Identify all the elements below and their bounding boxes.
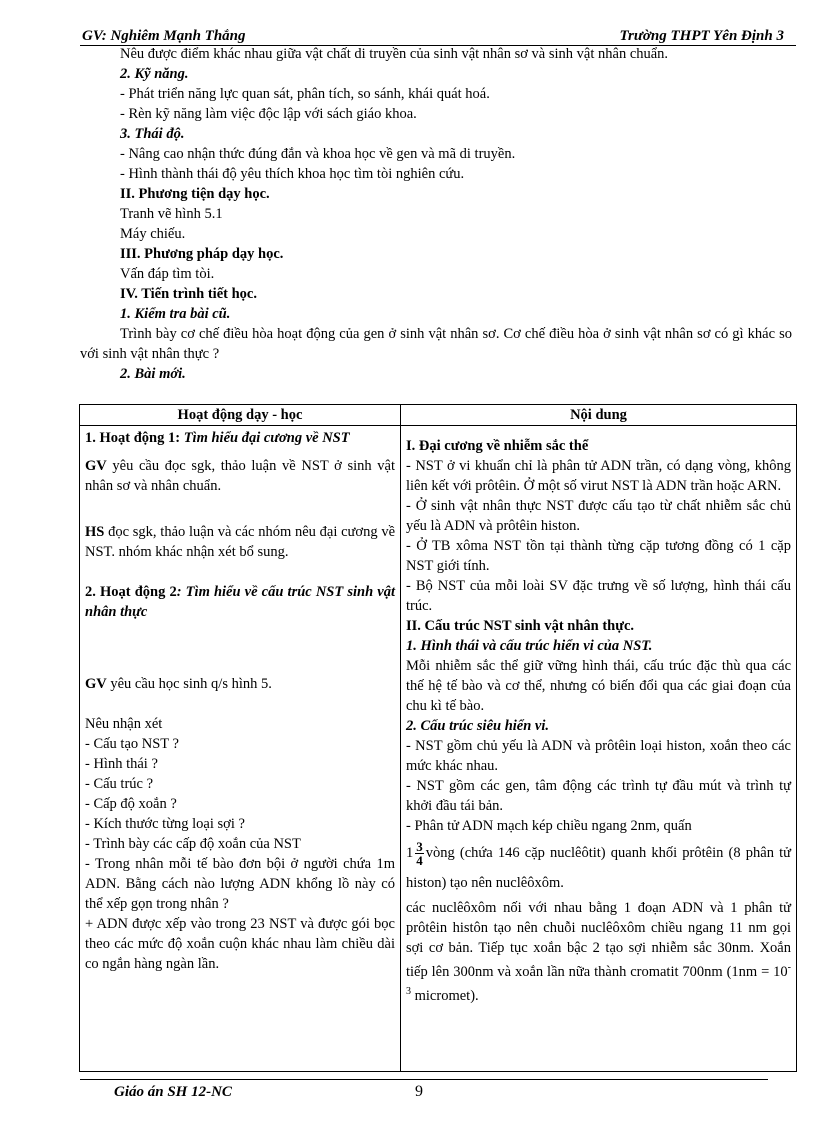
means-heading: II. Phương tiện dạy học.	[120, 186, 270, 202]
skill-item: - Rèn kỹ năng làm việc độc lập với sách giáo khoa.	[120, 106, 417, 122]
dna-wrap	[406, 838, 791, 898]
col-header-content: Nội dung	[401, 405, 797, 426]
new-lesson-heading: 2. Bài mới.	[120, 366, 186, 382]
content-item: các nuclêôxôm nối với nhau bằng 1 đoạn ADN và 1 phân tử prôtêin histôn tạo nên chuỗi nuclêôxôm chiều ngang 11 nm gọi sợi cơ bản. Tiếp tục xoắn bậc 2 tạo sợi nhiễm sắc 30nm. Xoắn tiếp lên 300nm và xoắn lần nữa thành cromatit 700nm ($1nm = 10^{-3}$ micromet).	[406, 900, 791, 1004]
attitude-item: - Hình thành thái độ yêu thích khoa học tìm tòi nghiên cứu.	[120, 166, 465, 182]
attitude-heading: 3. Thái độ.	[120, 126, 185, 142]
activities-cell	[80, 426, 401, 1072]
subsection-2-heading: 2. Cấu trúc siêu hiển vi.	[406, 718, 550, 734]
dna-whole-number: 1	[406, 845, 414, 861]
dna-wrap-text: vòng (chứa 146 cặp nuclêôtit) quanh khối prôtêin (8 phân tử histon) tạo nên nuclêôxôm.	[406, 845, 791, 891]
table-row	[80, 426, 797, 1072]
dna-intro: - Phân tử ADN mạch kép chiều ngang 2nm, quấn	[406, 818, 692, 834]
header-school: Trường THPT Yên Định 3	[619, 28, 784, 44]
content-item: - Ở sinh vật nhân thực NST được cấu tạo từ chất nhiễm sắc chủ yếu là ADN và prôtêin histon.	[406, 498, 791, 534]
content-item: Mỗi nhiễm sắc thể giữ vững hình thái, cấu trúc đặc thù qua các thế hệ tế bào và cơ thể, nhưng có biến đổi qua các giai đoạn của chu kì tế bào.	[406, 658, 791, 714]
check-text: Trình bày cơ chế điều hòa hoạt động của gen ở sinh vật nhân sơ. Cơ chế điều hòa ở sinh vật nhân sơ có gì khác so với sinh vật nhân thực ?	[80, 326, 792, 362]
question-item: - Kích thước từng loại sợi ?	[85, 816, 245, 832]
col-header-activities: Hoạt động dạy - học	[80, 405, 401, 426]
method-text: Vấn đáp tìm tòi.	[120, 266, 215, 282]
question-item: - Trình bày các cấp độ xoắn của NST	[85, 836, 301, 852]
question-item: - Hình thái ?	[85, 756, 158, 772]
question-item: + ADN được xếp vào trong 23 NST và được gói bọc theo các mức độ xoắn cuộn khác nhau làm chiều dài co ngắn hàng ngàn lần.	[85, 916, 395, 972]
means-item: Máy chiếu.	[120, 226, 186, 242]
method-heading: III. Phương pháp dạy học.	[120, 246, 284, 262]
content-item: - NST gồm các gen, tâm động các trình tự đầu mút và trình tự khởi đầu tái bản.	[406, 778, 791, 814]
question-item: - Trong nhân mỗi tế bào đơn bội ở người chứa 1m ADN. Bằng cách nào lượng ADN khổng lồ này có thể xếp gọn trong nhân ?	[85, 856, 395, 912]
question-item: Nêu nhận xét	[85, 716, 163, 732]
means-item: Tranh vẽ hình 5.1	[120, 206, 223, 222]
content-item: - Ở TB xôma NST tồn tại thành từng cặp tương đồng có 1 cặp NST giới tính.	[406, 538, 791, 574]
hs-instruction-1: HS đọc sgk, thảo luận và các nhóm nêu đại cương về NST. nhóm khác nhận xét bổ sung.	[85, 524, 395, 560]
content-item: - NST ở vi khuẩn chỉ là phân tử ADN trần, có dạng vòng, không liên kết với prôtêin. Ở một số virut NST là ADN trần hoặc ARN.	[406, 458, 791, 494]
objective-line: Nêu được điểm khác nhau giữa vật chất di truyền của sinh vật nhân sơ và sinh vật nhân chuẩn.	[120, 46, 669, 62]
gv-instruction-1: GV yêu cầu đọc sgk, thảo luận về NST ở sinh vật nhân sơ và nhân chuẩn.	[85, 458, 395, 494]
content-cell	[401, 426, 797, 1072]
section-1-heading: I. Đại cương về nhiễm sắc thể	[406, 438, 589, 454]
activity-2-title: 2. Hoạt động 2: Tìm hiểu về cấu trúc NST sinh vật nhân thực	[85, 584, 395, 620]
activity-1-title: 1. Hoạt động 1: Tìm hiểu đại cương về NST	[85, 430, 350, 446]
question-item: - Cấp độ xoắn ?	[85, 796, 177, 812]
footer-rule	[80, 1079, 768, 1080]
table-header-row	[80, 405, 797, 426]
lesson-table	[79, 404, 797, 1072]
attitude-item: - Nâng cao nhận thức đúng đắn và khoa học về gen và mã di truyền.	[120, 146, 516, 162]
subsection-1-heading: 1. Hình thái và cấu trúc hiển vi của NST.	[406, 638, 653, 654]
process-heading: IV. Tiến trình tiết học.	[120, 286, 257, 302]
content-item: - Bộ NST của mỗi loài SV đặc trưng về số lượng, hình thái cấu trúc.	[406, 578, 791, 614]
fraction-three-quarters: $\frac{3}{4}$	[416, 839, 423, 869]
lesson-intro	[80, 44, 792, 384]
question-item: - Cấu trúc ?	[85, 776, 154, 792]
page-number: 9	[415, 1083, 423, 1100]
header-teacher: GV: Nghiêm Mạnh Thắng	[82, 28, 246, 44]
skills-heading: 2. Kỹ năng.	[120, 66, 189, 82]
gv-instruction-2: GV yêu cầu học sinh q/s hình 5.	[85, 676, 272, 692]
question-item: - Cấu tạo NST ?	[85, 736, 179, 752]
footer-title: Giáo án SH 12-NC	[114, 1084, 232, 1100]
check-heading: 1. Kiểm tra bài cũ.	[120, 306, 231, 322]
content-item: - NST gồm chủ yếu là ADN và prôtêin loại histon, xoắn theo các mức khác nhau.	[406, 738, 791, 774]
skill-item: - Phát triển năng lực quan sát, phân tích, so sánh, khái quát hoá.	[120, 86, 490, 102]
section-2-heading: II. Cấu trúc NST sinh vật nhân thực.	[406, 618, 635, 634]
